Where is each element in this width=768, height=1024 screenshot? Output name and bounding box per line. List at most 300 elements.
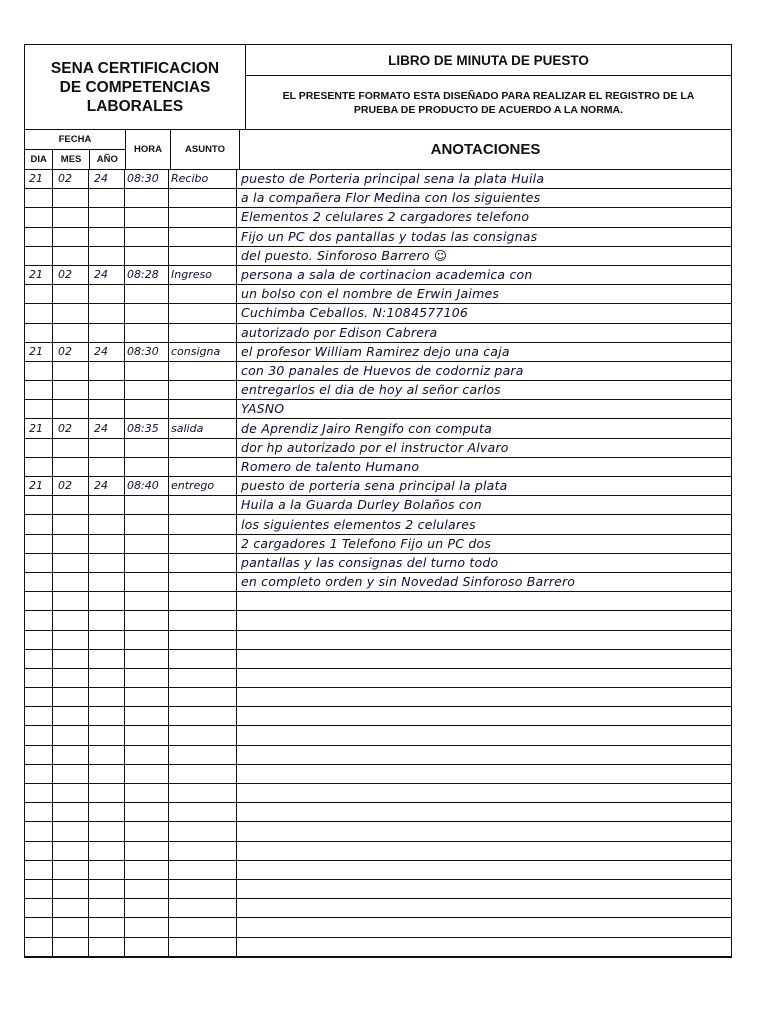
ledger-cell [25, 611, 53, 629]
ledger-cell [125, 842, 169, 860]
ledger-cell [169, 592, 237, 610]
ledger-cell [89, 803, 125, 821]
ledger-cell [169, 324, 237, 342]
ledger-cell [237, 803, 731, 821]
ledger-cell [125, 573, 169, 591]
annotation-line: autorizado por Edison Cabrera [241, 324, 438, 340]
ledger-row [25, 938, 731, 957]
ledger-cell [53, 880, 89, 898]
ledger-cell [89, 170, 125, 188]
hora-header: HORA [126, 130, 171, 169]
entry-ano: 24 [94, 421, 108, 435]
ledger-cell [237, 477, 731, 495]
ledger-cell [25, 765, 53, 783]
ledger-row [25, 381, 731, 400]
entry-ano: 24 [94, 172, 108, 185]
annotation-line: Elementos 2 celulares 2 cargadores telefono [241, 209, 530, 225]
ledger-cell [53, 496, 89, 514]
ledger-cell [125, 822, 169, 840]
ledger-cell [237, 573, 731, 591]
ledger-cell [237, 726, 731, 744]
ledger-cell [125, 784, 169, 802]
ledger-cell [53, 688, 89, 706]
ledger-cell [89, 842, 125, 860]
entry-mes: 02 [58, 344, 72, 358]
entry-mes: 02 [58, 268, 72, 281]
ledger-cell [25, 535, 53, 553]
ledger-cell [25, 592, 53, 610]
ledger-cell [89, 765, 125, 783]
ledger-cell [25, 247, 53, 265]
ledger-cell [53, 419, 89, 437]
ledger-cell [169, 784, 237, 802]
ledger-cell [89, 726, 125, 744]
ledger-cell [53, 515, 89, 533]
ledger-cell [125, 726, 169, 744]
ledger-cell [169, 266, 237, 284]
ledger-row [25, 419, 731, 438]
ledger-cell [237, 746, 731, 764]
ledger-cell [89, 938, 125, 956]
ledger-cell [53, 208, 89, 226]
ledger-row [25, 592, 731, 611]
ledger-cell [89, 669, 125, 687]
ledger-cell [125, 266, 169, 284]
ledger-cell [169, 880, 237, 898]
ledger-cell [25, 880, 53, 898]
ledger-row [25, 439, 731, 458]
ledger-row [25, 285, 731, 304]
description-line: EL PRESENTE FORMATO ESTA DISEÑADO PARA REALIZAR EL REGISTRO DE LA [282, 89, 695, 102]
ledger-cell [237, 631, 731, 649]
ledger-cell [89, 554, 125, 572]
ledger-cell [53, 304, 89, 322]
minuta-form [24, 44, 732, 958]
ledger-row [25, 842, 731, 861]
ledger-cell [25, 784, 53, 802]
annotation-line: los siguientes elementos 2 celulares [241, 516, 476, 532]
ledger-cell [53, 458, 89, 476]
ledger-cell [237, 784, 731, 802]
ledger-cell [25, 573, 53, 591]
ledger-cell [125, 343, 169, 361]
entry-mes: 02 [58, 421, 72, 435]
ledger-cell [89, 535, 125, 553]
ledger-row [25, 400, 731, 419]
annotation-line: de Aprendiz Jairo Rengifo con computa [241, 420, 493, 436]
ledger-cell [125, 669, 169, 687]
ledger-row [25, 515, 731, 534]
ledger-cell [237, 285, 731, 303]
ledger-cell [125, 688, 169, 706]
ledger-cell [53, 822, 89, 840]
ledger-cell [89, 573, 125, 591]
form-header [25, 45, 731, 130]
ledger-cell [89, 266, 125, 284]
ledger-cell [237, 496, 731, 514]
form-title: LIBRO DE MINUTA DE PUESTO [246, 45, 731, 76]
ledger-row [25, 247, 731, 266]
ledger-row [25, 170, 731, 189]
ledger-cell [125, 439, 169, 457]
mes-header: MES [53, 150, 89, 169]
annotation-line: Romero de talento Humano [241, 459, 420, 474]
ledger-cell [89, 496, 125, 514]
ledger-cell [53, 899, 89, 917]
ledger-cell [53, 343, 89, 361]
ledger-cell [125, 861, 169, 879]
description-line: PRUEBA DE PRODUCTO DE ACUERDO A LA NORMA. [353, 103, 624, 116]
ledger-cell [25, 650, 53, 668]
ledger-cell [25, 343, 53, 361]
ledger-cell [169, 861, 237, 879]
asunto-header: ASUNTO [171, 130, 240, 169]
ledger-cell [53, 918, 89, 936]
ledger-cell [169, 247, 237, 265]
annotation-line: Huila a la Guarda Durley Bolaños con [241, 497, 482, 513]
ano-header: AÑO [96, 154, 118, 165]
ledger-cell [169, 170, 237, 188]
ledger-cell [53, 170, 89, 188]
ledger-cell [53, 861, 89, 879]
ledger-cell [125, 765, 169, 783]
ledger-cell [169, 726, 237, 744]
ledger-row [25, 573, 731, 592]
entry-dia: 21 [29, 479, 43, 493]
ledger-cell [53, 938, 89, 956]
ledger-row [25, 765, 731, 784]
ledger-cell [25, 746, 53, 764]
ledger-cell [125, 918, 169, 936]
ledger-cell [89, 861, 125, 879]
ledger-cell [237, 938, 731, 956]
ledger-row [25, 304, 731, 323]
ledger-row [25, 688, 731, 707]
ledger-cell [237, 611, 731, 629]
entry-mes: 02 [58, 172, 72, 185]
entry-hora: 08:28 [127, 268, 159, 281]
ledger-cell [169, 189, 237, 207]
ledger-cell [169, 746, 237, 764]
entry-mes: 02 [58, 479, 72, 493]
dia-header: DIA [25, 150, 53, 169]
ledger-cell [169, 439, 237, 457]
ledger-row [25, 746, 731, 765]
ledger-cell [169, 631, 237, 649]
ledger-cell [25, 266, 53, 284]
ledger-cell [237, 170, 731, 188]
ledger-cell [169, 515, 237, 533]
ledger-row [25, 343, 731, 362]
ledger-cell [237, 554, 731, 572]
ledger-cell [25, 189, 53, 207]
ledger-cell [169, 208, 237, 226]
ledger-row [25, 477, 731, 496]
ledger-cell [25, 400, 53, 418]
ledger-cell [53, 784, 89, 802]
ledger-row [25, 880, 731, 899]
ledger-cell [53, 535, 89, 553]
ledger-cell [169, 842, 237, 860]
ledger-row [25, 631, 731, 650]
ledger-cell [53, 247, 89, 265]
entry-dia: 21 [29, 344, 43, 358]
ledger-cell [89, 285, 125, 303]
ledger-cell [89, 304, 125, 322]
ledger-cell [89, 784, 125, 802]
ledger-cell [125, 631, 169, 649]
ledger-cell [53, 266, 89, 284]
annotation-line: YASNO [241, 401, 285, 417]
ledger-cell [89, 381, 125, 399]
entry-asunto: Recibo [171, 172, 209, 185]
ledger-cell [169, 285, 237, 303]
ledger-cell [237, 688, 731, 706]
ledger-cell [25, 477, 53, 495]
ledger-cell [237, 439, 731, 457]
ledger-cell [125, 304, 169, 322]
ledger-cell [169, 419, 237, 437]
ledger-cell [125, 803, 169, 821]
annotation-line: puesto de porteria sena principal la plata [241, 478, 508, 494]
ledger-cell [125, 170, 169, 188]
ledger-cell [89, 189, 125, 207]
ledger-cell [125, 208, 169, 226]
ledger-cell [237, 822, 731, 840]
entry-hora: 08:30 [127, 172, 159, 185]
ledger-cell [169, 381, 237, 399]
ledger-cell [169, 458, 237, 476]
ledger-row [25, 458, 731, 477]
ledger-row [25, 362, 731, 381]
ledger-cell [25, 726, 53, 744]
ledger-cell [169, 362, 237, 380]
entry-hora: 08:30 [127, 344, 159, 358]
ledger-cell [25, 458, 53, 476]
ledger-cell [89, 822, 125, 840]
ledger-cell [125, 650, 169, 668]
ledger-cell [89, 343, 125, 361]
ledger-cell [53, 842, 89, 860]
entry-asunto: salida [171, 421, 204, 435]
entry-ano: 24 [94, 479, 108, 493]
ledger-cell [125, 592, 169, 610]
ledger-cell [125, 400, 169, 418]
annotation-line: dor hp autorizado por el instructor Alvaro [241, 439, 509, 455]
anotaciones-header: ANOTACIONES [430, 141, 541, 158]
ledger-cell [237, 535, 731, 553]
ledger-cell [89, 458, 125, 476]
annotation-line: Cuchimba Ceballos. N:1084577106 [241, 305, 469, 321]
ledger-cell [89, 400, 125, 418]
ledger-cell [237, 381, 731, 399]
ledger-cell [125, 381, 169, 399]
ledger-cell [169, 343, 237, 361]
ledger-row [25, 726, 731, 745]
ledger-cell [89, 419, 125, 437]
ledger-cell [53, 669, 89, 687]
ledger-row [25, 535, 731, 554]
org-title-line: DE COMPETENCIAS [59, 78, 211, 96]
ledger-cell [237, 189, 731, 207]
entry-hora: 08:35 [127, 421, 159, 435]
ledger-cell [89, 650, 125, 668]
ledger-cell [25, 228, 53, 246]
ledger-cell [237, 247, 731, 265]
ledger-cell [25, 842, 53, 860]
ledger-row [25, 861, 731, 880]
ledger-cell [53, 746, 89, 764]
ledger-row [25, 899, 731, 918]
annotation-line: entregarlos el dia de hoy al señor carlos [241, 382, 501, 398]
ledger-cell [25, 208, 53, 226]
ledger-cell [125, 535, 169, 553]
ledger-cell [237, 228, 731, 246]
ledger-cell [53, 228, 89, 246]
ledger-grid [25, 170, 731, 957]
ledger-cell [25, 515, 53, 533]
annotation-line: pantallas y las consignas del turno todo [241, 555, 499, 570]
entry-asunto: entrego [171, 479, 215, 493]
ledger-cell [125, 247, 169, 265]
ledger-cell [169, 611, 237, 629]
ledger-cell [125, 189, 169, 207]
ledger-cell [169, 918, 237, 936]
ledger-cell [25, 554, 53, 572]
ledger-cell [125, 324, 169, 342]
ledger-cell [25, 419, 53, 437]
ledger-cell [25, 688, 53, 706]
ledger-cell [125, 880, 169, 898]
ledger-cell [237, 304, 731, 322]
ledger-cell [125, 938, 169, 956]
ledger-cell [53, 324, 89, 342]
ledger-cell [169, 535, 237, 553]
entry-asunto: consigna [171, 344, 221, 358]
ledger-row [25, 650, 731, 669]
ledger-cell [237, 669, 731, 687]
ledger-cell [89, 688, 125, 706]
ledger-row [25, 496, 731, 515]
ledger-cell [237, 343, 731, 361]
ledger-cell [25, 861, 53, 879]
ledger-row [25, 189, 731, 208]
entry-ano: 24 [94, 268, 108, 281]
ledger-cell [237, 266, 731, 284]
ledger-row [25, 208, 731, 227]
annotation-line: a la compañera Flor Medina con los siguientes [241, 190, 541, 206]
ledger-cell [53, 381, 89, 399]
ledger-row [25, 918, 731, 937]
ledger-cell [125, 707, 169, 725]
ledger-cell [25, 822, 53, 840]
ledger-cell [25, 304, 53, 322]
ledger-cell [125, 899, 169, 917]
ledger-cell [89, 592, 125, 610]
ledger-cell [25, 918, 53, 936]
ledger-cell [53, 631, 89, 649]
ledger-cell [53, 362, 89, 380]
ledger-cell [169, 765, 237, 783]
ledger-cell [237, 400, 731, 418]
annotation-line: 2 cargadores 1 Telefono Fijo un PC dos [241, 535, 492, 551]
ledger-cell [89, 918, 125, 936]
ledger-cell [237, 861, 731, 879]
column-headers [25, 130, 731, 170]
annotation-line: el profesor William Ramirez dejo una caja [241, 343, 510, 359]
annotation-line: Fijo un PC dos pantallas y todas las consignas [241, 228, 538, 244]
ledger-cell [25, 324, 53, 342]
ledger-cell [125, 458, 169, 476]
ledger-cell [25, 899, 53, 917]
ledger-cell [125, 477, 169, 495]
ledger-cell [237, 324, 731, 342]
ledger-cell [25, 496, 53, 514]
ledger-cell [237, 918, 731, 936]
annotation-line: un bolso con el nombre de Erwin Jaimes [241, 286, 500, 302]
annotation-line: en completo orden y sin Novedad Sinforoso Barrero [241, 574, 576, 590]
ledger-cell [89, 880, 125, 898]
ledger-cell [53, 765, 89, 783]
ledger-cell [53, 400, 89, 418]
ledger-cell [237, 842, 731, 860]
ledger-cell [53, 726, 89, 744]
ledger-cell [169, 477, 237, 495]
ledger-cell [169, 822, 237, 840]
ledger-cell [125, 746, 169, 764]
ledger-cell [169, 707, 237, 725]
ledger-cell [237, 765, 731, 783]
ledger-cell [25, 285, 53, 303]
ledger-cell [169, 228, 237, 246]
ledger-cell [53, 611, 89, 629]
ledger-cell [125, 285, 169, 303]
fecha-header-group [25, 130, 126, 169]
ledger-cell [125, 496, 169, 514]
ledger-cell [89, 611, 125, 629]
ledger-cell [89, 247, 125, 265]
ledger-cell [25, 707, 53, 725]
ledger-cell [125, 554, 169, 572]
ledger-cell [237, 707, 731, 725]
ledger-cell [25, 938, 53, 956]
ledger-row [25, 266, 731, 285]
org-title-line: SENA CERTIFICACION [50, 59, 220, 77]
ledger-cell [89, 324, 125, 342]
fecha-header: FECHA [25, 130, 125, 150]
ledger-cell [89, 631, 125, 649]
ledger-cell [125, 419, 169, 437]
ledger-cell [125, 362, 169, 380]
ledger-cell [89, 899, 125, 917]
entry-dia: 21 [29, 268, 43, 281]
ledger-cell [25, 631, 53, 649]
ledger-cell [53, 592, 89, 610]
ledger-cell [125, 515, 169, 533]
ledger-row [25, 611, 731, 630]
ledger-cell [53, 650, 89, 668]
ledger-cell [89, 477, 125, 495]
ledger-cell [53, 573, 89, 591]
ledger-cell [169, 899, 237, 917]
ledger-cell [25, 669, 53, 687]
ledger-row [25, 324, 731, 343]
ledger-cell [53, 477, 89, 495]
ledger-cell [53, 439, 89, 457]
ledger-row [25, 554, 731, 573]
entry-dia: 21 [29, 421, 43, 435]
annotation-line: con 30 panales de Huevos de codorniz para [241, 363, 524, 378]
